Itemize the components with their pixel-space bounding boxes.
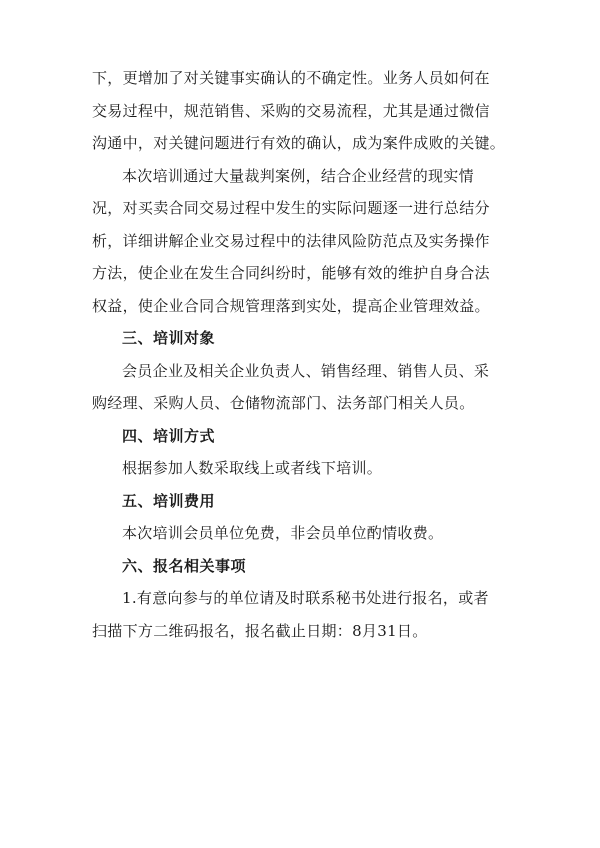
training-line-1: 本次培训通过大量裁判案例，结合企业经营的现实情	[122, 166, 474, 185]
training-line-5: 权益，使企业合同合规管理落到实处，提高企业管理效益。	[92, 296, 490, 315]
training-line-3: 析，详细讲解企业交易过程中的法律风险防范点及实务操作	[92, 231, 490, 250]
intro-line-3: 沟通中，对关键问题进行有效的确认，成为案件成败的关键。	[92, 134, 506, 152]
training-target-paragraph	[92, 355, 512, 420]
training-line-2: 况，对买卖合同交易过程中发生的实际问题逐一进行总结分	[92, 199, 490, 217]
target-line-1: 会员企业及相关企业负责人、销售经理、销售人员、采	[122, 361, 490, 380]
section-heading-registration: 六、报名相关事项	[122, 556, 247, 575]
document-body	[92, 62, 512, 647]
intro-line-2: 交易过程中，规范销售、采购的交易流程，尤其是通过微信	[92, 101, 490, 120]
section-heading-training-target: 三、培训对象	[122, 329, 216, 347]
section-heading-training-method: 四、培训方式	[122, 426, 216, 445]
intro-line-1: 下，更增加了对关键事实确认的不确定性。业务人员如何在	[92, 69, 490, 87]
registration-line-2: 扫描下方二维码报名，报名截止日期：8月31日。	[92, 621, 428, 640]
training-method-paragraph	[92, 452, 512, 485]
target-line-2: 购经理、采购人员、仓储物流部门、法务部门相关人员。	[92, 394, 475, 412]
intro-paragraph	[92, 62, 512, 160]
training-paragraph	[92, 160, 512, 323]
method-line-1: 根据参加人数采取线上或者线下培训。	[122, 459, 383, 477]
registration-line-1: 1.有意向参与的单位请及时联系秘书处进行报名，或者	[122, 589, 489, 607]
fee-line-1: 本次培训会员单位免费，非会员单位酌情收费。	[122, 524, 444, 542]
training-line-4: 方法，使企业在发生合同纠纷时，能够有效的维护自身合法	[92, 264, 490, 282]
registration-paragraph	[92, 582, 512, 647]
training-fee-paragraph	[92, 517, 512, 550]
section-heading-training-fee: 五、培训费用	[122, 491, 216, 510]
